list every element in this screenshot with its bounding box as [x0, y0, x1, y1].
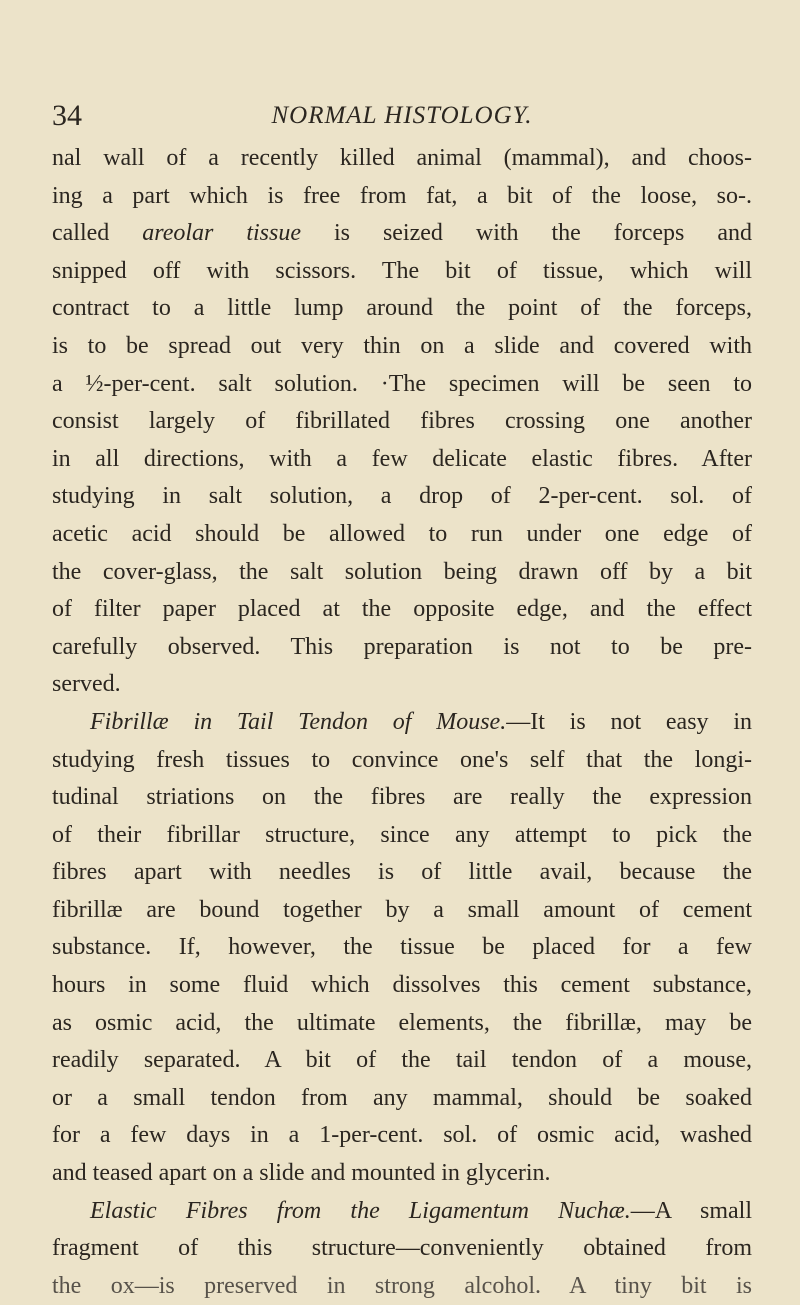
text-line: acetic acid should be allowed to run under one edge of	[52, 520, 752, 547]
text-line: readily separated. A bit of the tail tendon of a mouse,	[52, 1047, 752, 1074]
text-line: fibres apart with needles is of little avail, because the	[52, 859, 752, 886]
text-line: the cover-glass, the salt solution being drawn off by a bit	[52, 558, 752, 585]
text-line: as osmic acid, the ultimate elements, the fibrillæ, may be	[52, 1009, 752, 1036]
text-line: carefully observed. This preparation is not to be pre-	[52, 633, 752, 660]
section-heading-elastic-fibres: Elastic Fibres from the Ligamentum Nuchæ.	[90, 1197, 631, 1224]
text-line: of filter paper placed at the opposite edge, and the effect	[52, 596, 752, 623]
page-header	[52, 96, 752, 136]
text-line: fragment of this structure—conveniently obtained from	[52, 1235, 752, 1262]
text-line: for a few days in a 1-per-cent. sol. of osmic acid, washed	[52, 1122, 752, 1149]
text-line: consist largely of fibrillated fibres crossing one another	[52, 408, 752, 435]
page-number: 34	[52, 99, 82, 132]
text-line: of their fibrillar structure, since any attempt to pick the	[52, 821, 752, 848]
text-line: studying fresh tissues to convince one's self that the longi-	[52, 746, 752, 773]
text-line: studying in salt solution, a drop of 2-per-cent. sol. of	[52, 483, 752, 510]
section-heading-line: Elastic Fibres from the Ligamentum Nuchæ.—A small	[90, 1197, 752, 1224]
text-line: served.	[52, 671, 121, 698]
body-text	[52, 140, 752, 1305]
text-line: hours in some fluid which dissolves this cement substance,	[52, 972, 752, 999]
section-heading-fibrillae: Fibrillæ in Tail Tendon of Mouse.	[90, 708, 507, 735]
text-line: or a small tendon from any mammal, should be soaked	[52, 1084, 752, 1111]
text-line: substance. If, however, the tissue be placed for a few	[52, 934, 752, 961]
text-line: nal wall of a recently killed animal (mammal), and choos-	[52, 145, 752, 171]
text-line: snipped off with scissors. The bit of tissue, which will	[52, 257, 752, 284]
text-line: a ½-per-cent. salt solution. ·The specimen will be seen to	[52, 370, 752, 397]
text-line: called areolar tissue is seized with the forceps and	[52, 220, 753, 247]
text-line: ing a part which is free from fat, a bit of the loose, so-.	[52, 182, 752, 209]
term-areolar-tissue: areolar tissue	[142, 220, 302, 247]
text-line: in all directions, with a few delicate elastic fibres. After	[52, 445, 752, 472]
text-line: and teased apart on a slide and mounted in glycerin.	[52, 1160, 551, 1187]
text-line: contract to a little lump around the point of the forceps,	[52, 295, 752, 322]
text-line: is to be spread out very thin on a slide and covered with	[52, 332, 752, 359]
section-heading-line: Fibrillæ in Tail Tendon of Mouse.—It is not easy in	[90, 708, 752, 735]
running-title: NORMAL HISTOLOGY.	[271, 102, 533, 129]
text-line: tudinal striations on the fibres are really the expression	[52, 784, 752, 811]
text-line: the ox—is preserved in strong alcohol. A tiny bit is	[52, 1272, 752, 1299]
text-line: fibrillæ are bound together by a small amount of cement	[52, 896, 752, 923]
